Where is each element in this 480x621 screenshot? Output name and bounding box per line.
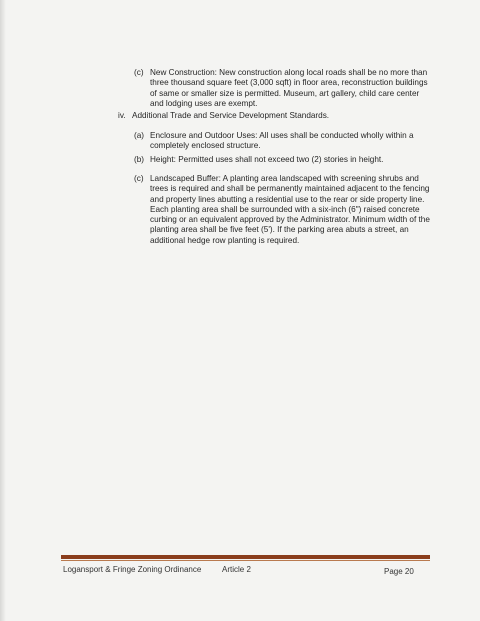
subsection-landscaped-buffer	[134, 174, 438, 246]
item-text: Additional Trade and Service Development Standards.	[132, 111, 330, 120]
subsection-new-construction	[134, 68, 429, 109]
item-text: New Construction: New construction along local roads shall be no more than three thousand square feet (3,000 sqft) in floor area, reconstruction buildings of same or smaller size is permitted. Museum, art gallery, child care center and lodging uses are exempt.	[150, 68, 428, 108]
scan-edge-shadow	[0, 0, 6, 621]
item-label: (c)	[134, 68, 144, 77]
item-label: iv.	[118, 111, 126, 120]
footer-page-number: Page 20	[384, 567, 414, 576]
section-trade-service-standards	[118, 111, 438, 121]
item-text: Landscaped Buffer: A planting area landscaped with screening shrubs and trees is required and shall be permanently maintained adjacent to the fencing and property lines abutting a residential use to the rear or side property line. Each planting area shall be surrounded with a six-inch (6") raised concrete curbing or an equivalent approved by the Administrator. Minimum width of the planting area shall be five feet (5'). If the parking area abuts a street, an additional hedge row planting is required.	[150, 174, 430, 245]
footer-rule	[61, 555, 430, 559]
item-label: (a)	[134, 131, 145, 140]
footer-article: Article 2	[222, 565, 251, 574]
item-label: (b)	[134, 155, 145, 164]
subsection-height	[134, 155, 438, 165]
item-text: Height: Permitted uses shall not exceed two (2) stories in height.	[150, 155, 384, 164]
item-label: (c)	[134, 174, 144, 183]
subsection-enclosure	[134, 131, 438, 152]
footer-rule-thin	[61, 560, 430, 561]
footer-document-title: Logansport & Fringe Zoning Ordinance	[63, 565, 202, 574]
item-text: Enclosure and Outdoor Uses: All uses shall be conducted wholly within a completely enclosed structure.	[150, 131, 414, 151]
